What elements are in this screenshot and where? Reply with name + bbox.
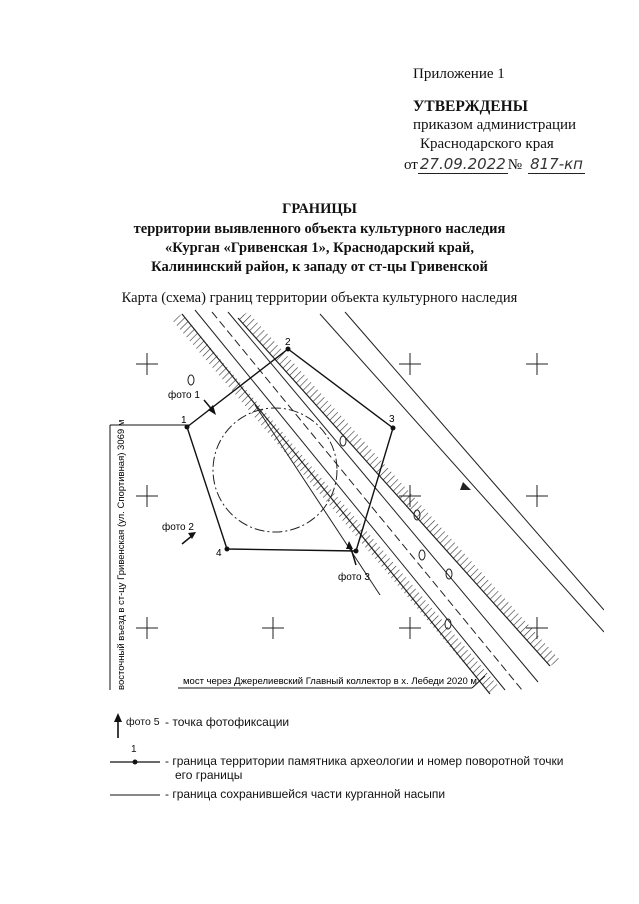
- title-line-3: «Курган «Гривенская 1», Краснодарский край,: [164, 240, 475, 256]
- title-line-4: Калининский район, к западу от ст-цы Гривенской: [151, 259, 488, 275]
- document-title: ГРАНИЦЫ: [282, 201, 357, 217]
- order-line-2: Краснодарского края: [420, 136, 554, 152]
- order-number-handwritten: 817-кп: [530, 155, 583, 173]
- road-line: [228, 312, 538, 682]
- appendix-label: Приложение 1: [413, 66, 505, 82]
- photo-label-1: фото 1: [168, 390, 200, 401]
- legend-photo-label: фото 5: [126, 716, 160, 728]
- map-subtitle: Карта (схема) границ территории объекта культурного наследия: [121, 290, 518, 306]
- legend-point-number: 1: [131, 744, 137, 755]
- road-centerline: [212, 312, 522, 690]
- road-line: [182, 314, 490, 694]
- photo-label-3: фото 3: [338, 572, 370, 583]
- legend-boundary-desc: - граница территории памятника археологии и номер поворотной точки: [165, 754, 564, 768]
- bottom-road-label: мост через Джерелиевский Главный коллектор в х. Лебеди 2020 м: [183, 676, 477, 687]
- road-line: [238, 318, 550, 666]
- left-road-label: восточный въезд в ст-цу Гривенская (ул. Спортивная) 3069 м: [116, 419, 127, 690]
- date-handwritten: 27.09.2022: [419, 155, 506, 173]
- photo-arrow-icon: [114, 713, 122, 722]
- title-line-2: территории выявленного объекта культурного наследия: [133, 221, 506, 237]
- legend-boundary-desc-2: его границы: [175, 768, 243, 782]
- boundary-map: [0, 300, 639, 710]
- legend-mound-desc: - граница сохранившейся части курганной насыпи: [165, 787, 446, 801]
- point-label-2: 2: [285, 337, 291, 348]
- road-line: [195, 310, 505, 690]
- photo-label-2: фото 2: [162, 522, 194, 533]
- date-prefix: от: [404, 157, 418, 173]
- number-sign: №: [507, 157, 523, 173]
- legend-point-dot: [133, 760, 138, 765]
- section-line: [255, 405, 380, 595]
- point-label-4: 4: [216, 548, 222, 559]
- point-label-3: 3: [389, 414, 395, 425]
- point-label-1: 1: [181, 415, 187, 426]
- approved-label: УТВЕРЖДЕНЫ: [413, 98, 528, 115]
- order-line-1: приказом администрации: [413, 117, 577, 133]
- embankment-hatch-right: [238, 312, 560, 666]
- legend-photo-desc: - точка фотофиксации: [165, 715, 290, 729]
- flow-arrow-icon: [460, 482, 471, 490]
- order-date-line: [404, 156, 585, 174]
